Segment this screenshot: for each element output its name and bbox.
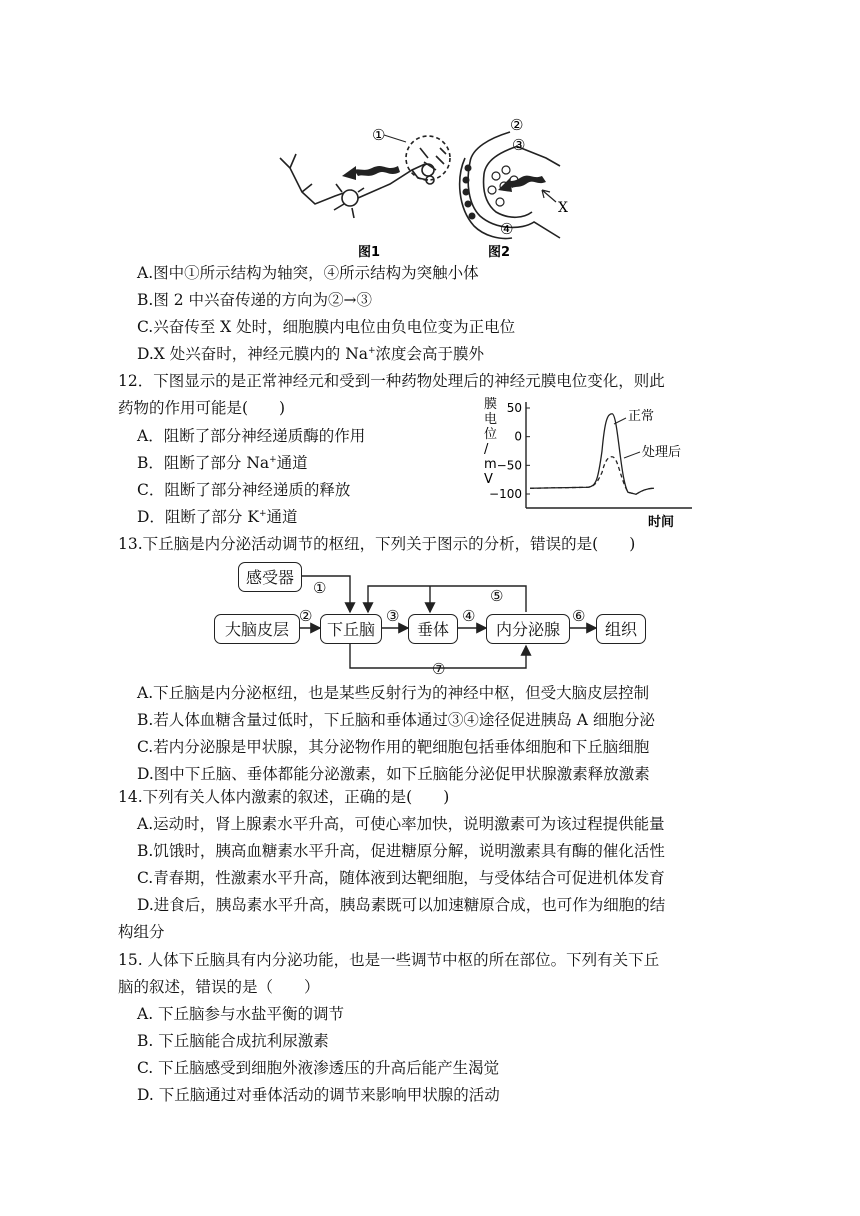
y-tick-label: −100	[489, 487, 522, 501]
membrane-potential-chart	[478, 394, 723, 530]
flow-num-6: ⑥	[572, 607, 586, 625]
q12-b-text-pre: B．阻断了部分 Na	[137, 454, 270, 472]
q12-d-text-post: 通道	[266, 508, 298, 526]
figure1-mark-1: ①	[372, 126, 386, 144]
ylabel-char: V	[484, 472, 493, 487]
q12-d-sup: +	[258, 508, 267, 519]
box-cortex: 大脑皮层	[214, 614, 300, 644]
box-tissue: 组织	[596, 614, 646, 644]
ylabel-char: 膜	[484, 397, 498, 412]
ylabel-char: m	[484, 457, 497, 472]
q14-option-d-line1: D.进食后，胰岛素水平升高，胰岛素既可以加速糖原合成，也可作为细胞的结	[137, 896, 666, 914]
figure2-x-label: X	[558, 200, 568, 216]
box-gland: 内分泌腺	[486, 614, 570, 644]
flow-num-2: ②	[299, 607, 313, 625]
q11-d-sup: +	[368, 345, 376, 356]
box-hypothalamus: 下丘脑	[320, 614, 382, 644]
neuron-synapse-figure	[260, 118, 580, 260]
q14-option-b: B.饥饿时，胰高血糖素水平升高，促进糖原分解，说明激素具有酶的催化活性	[137, 842, 665, 860]
q12-option-a: A．阻断了部分神经递质酶的作用	[137, 427, 366, 445]
q12-option-b	[137, 452, 308, 474]
flow-num-7: ⑦	[432, 660, 446, 678]
q13-stem: 13.下丘脑是内分泌活动调节的枢纽，下列关于图示的分析，错误的是( )	[118, 535, 636, 553]
flow-num-4: ④	[462, 607, 476, 625]
box-receptor: 感受器	[238, 562, 302, 592]
q13-option-c: C.若内分泌腺是甲状腺，其分泌物作用的靶细胞包括垂体细胞和下丘脑细胞	[137, 738, 650, 756]
figure2-mark-3: ③	[512, 136, 526, 154]
chart-ylabel	[484, 397, 497, 487]
q13-option-a: A.下丘脑是内分泌枢纽，也是某些反射行为的神经中枢，但受大脑皮层控制	[137, 684, 650, 702]
figure1-arrow-icon	[342, 166, 400, 180]
series-leader-line	[624, 452, 640, 458]
q15-stem-line1: 15. 人体下丘脑具有内分泌功能，也是一些调节中枢的所在部位。下列有关下丘	[118, 951, 660, 969]
box-pituitary: 垂体	[408, 614, 458, 644]
q13-option-b: B.若人体血糖含量过低时，下丘脑和垂体通过③④途径促进胰岛 A 细胞分泌	[137, 711, 655, 729]
y-tick-label: 50	[506, 401, 522, 415]
hypothalamus-flow-diagram	[200, 560, 680, 680]
q15-stem-line2: 脑的叙述，错误的是（ ）	[118, 978, 320, 996]
q11-d-text-pre: D.X 处兴奋时，神经元膜内的 Na	[137, 345, 368, 363]
ylabel-char: /	[484, 442, 489, 457]
figure2-mark-4: ④	[500, 220, 514, 238]
x-arrow-icon	[542, 190, 556, 202]
y-tick-label: 0	[514, 429, 522, 444]
q15-option-d: D. 下丘脑通过对垂体活动的调节来影响甲状腺的活动	[137, 1086, 500, 1104]
series-label-normal: 正常	[628, 409, 655, 424]
q11-option-d	[137, 343, 484, 365]
ylabel-char: 电	[484, 412, 498, 427]
q13-option-d: D.图中下丘脑、垂体都能分泌激素，如下丘脑能分泌促甲状腺激素释放激素	[137, 765, 650, 783]
q11-option-a: A.图中①所示结构为轴突，④所示结构为突触小体	[137, 264, 479, 282]
q15-option-b: B. 下丘脑能合成抗利尿激素	[137, 1032, 329, 1050]
q11-option-b: B.图 2 中兴奋传递的方向为②→③	[137, 291, 373, 309]
q12-b-text-post: 通道	[276, 454, 308, 472]
q11-d-text-post: 浓度会高于膜外	[375, 345, 485, 363]
q15-option-c: C. 下丘脑感受到细胞外液渗透压的升高后能产生渴觉	[137, 1059, 500, 1077]
flow-num-1: ①	[313, 579, 327, 597]
q12-stem-line1: 12．下图显示的是正常神经元和受到一种药物处理后的神经元膜电位变化，则此	[118, 372, 665, 390]
chart-xlabel: 时间	[648, 515, 675, 530]
y-tick-label: −50	[496, 458, 522, 473]
series-line-treated	[530, 457, 654, 495]
q12-stem-line2: 药物的作用可能是( )	[118, 399, 286, 417]
figure1-label: 图1	[358, 245, 381, 260]
q14-option-d-line2: 构组分	[118, 923, 165, 941]
q12-option-c: C．阻断了部分神经递质的释放	[137, 481, 351, 499]
q14-option-a: A.运动时，肾上腺素水平升高，可使心率加快，说明激素可为该过程提供能量	[137, 815, 665, 833]
figure2-label: 图2	[488, 245, 511, 260]
figure1-neuron	[280, 136, 450, 218]
q14-stem: 14.下列有关人体内激素的叙述，正确的是( )	[118, 788, 450, 806]
q12-b-sup: +	[269, 454, 277, 465]
q12-option-d	[137, 506, 298, 528]
q11-option-c: C.兴奋传至 X 处时，细胞膜内电位由负电位变为正电位	[137, 318, 516, 336]
figure2-arrow-icon	[498, 176, 546, 192]
figure2-mark-2: ②	[510, 118, 524, 134]
series-label-treated: 处理后	[642, 445, 682, 460]
q15-option-a: A. 下丘脑参与水盐平衡的调节	[137, 1005, 345, 1023]
flow-num-5: ⑤	[490, 587, 504, 605]
ylabel-char: 位	[484, 427, 498, 442]
q12-d-text-pre: D．阻断了部分 K	[137, 508, 259, 526]
flow-num-3: ③	[386, 607, 400, 625]
q14-option-c: C.青春期，性激素水平升高，随体液到达靶细胞，与受体结合可促进机体发育	[137, 869, 665, 887]
